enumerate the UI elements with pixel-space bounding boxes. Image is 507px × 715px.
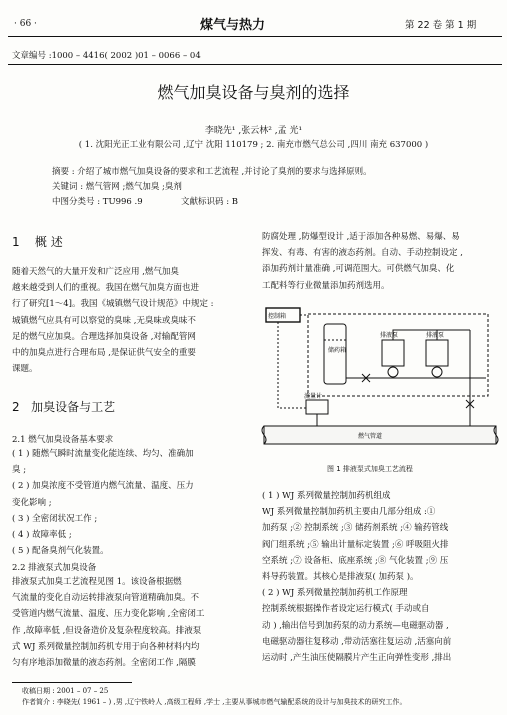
pump-2 xyxy=(426,340,448,366)
text-line: ( 1 ) 随燃气瞬时流量变化能连续、均匀、准确加 xyxy=(12,449,194,459)
right-column-top-paragraph xyxy=(262,229,500,294)
text-line: 越来越受到人们的重视。我国在燃气加臭方面也进 xyxy=(12,283,200,294)
label-pump-1: 排液泵 xyxy=(380,332,399,339)
text-line: 挥发、有毒、有害的液态药剂。自动、手动控制设定 , xyxy=(262,248,463,259)
section-2-2-paragraph xyxy=(12,574,246,671)
section-2-1-list xyxy=(12,446,246,559)
flowmeter-box xyxy=(306,400,328,414)
text-line: 电磁驱动器往复移动 ,带动活塞往复运动 ,活塞向前 xyxy=(262,636,452,647)
text-line: 加药泵 ;② 控制系统 ;③ 储药剂系统 ;④ 输药管线 xyxy=(262,523,449,534)
control-to-flowmeter-line xyxy=(278,322,306,408)
author-bio: 作者简介 : 李晓先( 1961 – ) ,男 ,辽宁铁岭人 ,高级工程师 ,学士 ,主要从事城市燃气输配系统的设计与加臭技术的研究工作。 xyxy=(22,698,407,706)
article-number-rule xyxy=(8,64,502,65)
authors: 李晓先¹ ,张云林² ,孟 光¹ xyxy=(204,126,303,136)
footnote-rule xyxy=(12,682,132,683)
section-2-title: 加臭设备与工艺 xyxy=(31,400,116,414)
article-number: 文章编号 :1000 – 4416( 2002 )01 – 0066 – 04 xyxy=(12,51,201,61)
received-date: 收稿日期 : 2001 – 07 – 25 xyxy=(22,687,109,695)
abstract: 摘要 : 介绍了城市燃气加臭设备的要求和工艺流程 ,并讨论了臭剂的要求与选择原则。 xyxy=(52,167,372,177)
section-2-2-heading: 2.2 排液泵式加臭设备 xyxy=(12,563,97,573)
page-number: · 66 · xyxy=(14,19,37,29)
text-line: 运动时 ,产生油压使隔膜片产生正向弹性变形 ,排出 xyxy=(262,653,452,664)
text-line: 空系统 ;⑦ 设备柜、底座系统 ;⑧ 气化装置 ;⑨ 压 xyxy=(262,555,449,566)
text-line: 随着天然气的大量开发和广泛应用 ,燃气加臭 xyxy=(12,267,179,277)
text-line: 阀门组系统 ;⑤ 输出计量标定装置 ;⑥ 呼吸阻火排 xyxy=(262,539,449,550)
text-line: 行了研究[1～4]。我国《城镇燃气设计规范》中规定 : xyxy=(12,299,214,310)
figure-1-diagram xyxy=(258,300,502,460)
text-line: 城镇燃气应具有可以察觉的臭味 ,无臭味或臭味不 xyxy=(12,315,196,326)
text-line: ( 2 ) WJ 系列微量控制加药机工作原理 xyxy=(262,588,408,599)
text-line: 作 ,故障率低 ,但设备造价及复杂程度较高。排液泵 xyxy=(12,625,202,636)
section-2-1-heading: 2.1 燃气加臭设备基本要求 xyxy=(12,435,114,445)
volume-issue: 第 22 卷 第 1 期 xyxy=(405,20,477,31)
clc-number: 中图分类号 : TU996 .9 xyxy=(52,197,143,207)
section-1-number: 1 xyxy=(12,235,20,249)
keywords: 关键词 : 燃气管网 ;燃气加臭 ;臭剂 xyxy=(52,182,182,192)
text-line: 工配料等行业微量添加药剂选用。 xyxy=(262,280,390,291)
text-line: 中的加臭点进行合理布局 ,是保证供气安全的重要 xyxy=(12,348,196,359)
text-line: 添加药剂计量准确 ,可调范围大。可供燃气加臭、化 xyxy=(262,264,455,275)
text-line: 足的燃气应加臭。合理选择加臭设备 ,对输配管网 xyxy=(12,331,196,342)
section-1-title: 概 述 xyxy=(34,235,63,249)
text-line: 气流量的变化自动运转排液泵向管道精确加臭。不 xyxy=(12,593,200,604)
affiliations: ( 1. 沈阳光正工业有限公司 ,辽宁 沈阳 110179 ; 2. 南充市燃气总公司 ,四川 南充 637000 ) xyxy=(78,140,429,150)
label-storage-tank: 储药箱 xyxy=(328,347,347,354)
label-control-box: 控制箱 xyxy=(268,313,287,320)
text-line: 式 WJ 系列微量控制加药机专用于向各种材料内均 xyxy=(12,641,200,652)
label-gas-pipeline: 燃气管道 xyxy=(358,433,383,440)
label-pump-2: 排液泵 xyxy=(426,332,445,339)
pump-1-head xyxy=(388,367,398,377)
section-2-heading xyxy=(12,398,115,415)
text-line: 动 ) ,输出信号到加药泵的动力系统—电磁驱动器 , xyxy=(262,620,449,631)
right-column-bottom-paragraph xyxy=(262,488,500,666)
header-rule xyxy=(8,36,502,37)
text-line: WJ 系列微量控制加药机主要由几部分组成 :① xyxy=(262,507,436,518)
text-line: 料导药装置。其核心是排液泵( 加药泵 )。 xyxy=(262,572,419,583)
figure-1-caption: 图 1 排液泵式加臭工艺流程 xyxy=(327,465,413,473)
pump-2-head xyxy=(432,367,442,377)
text-line: ( 2 ) 加臭浓度不受管道内燃气流量、温度、压力 xyxy=(12,481,194,492)
pump-1 xyxy=(382,340,404,366)
section-1-paragraph xyxy=(12,264,246,377)
text-line: 防腐处理 ,防爆型设计 ,适于添加各种易燃、易爆、易 xyxy=(262,232,460,242)
text-line: ( 3 ) 全密闭状况工作 ; xyxy=(12,513,98,524)
label-flowmeter: 流量计 xyxy=(304,393,323,400)
text-line: 臭 ; xyxy=(12,465,27,476)
text-line: 控制系统根据操作者设定运行模式( 手动或自 xyxy=(262,604,430,615)
text-line: ( 4 ) 故障率低 ; xyxy=(12,530,72,541)
paper-title: 燃气加臭设备与臭剂的选择 xyxy=(157,83,350,102)
section-1-heading xyxy=(12,233,63,250)
journal-name: 煤气与热力 xyxy=(200,18,266,33)
text-line: ( 1 ) WJ 系列微量控制加药机组成 xyxy=(262,491,391,501)
text-line: 变化影响 ; xyxy=(12,497,52,508)
text-line: ( 5 ) 配备臭剂气化装置。 xyxy=(12,546,109,557)
text-line: 受管道内燃气流量、温度、压力变化影响 ,全密闭工 xyxy=(12,609,205,620)
section-2-number: 2 xyxy=(12,400,20,414)
text-line: 课题。 xyxy=(12,364,38,375)
document-code: 文献标识码 : B xyxy=(181,197,239,207)
text-line: 匀有序地添加微量的液态药剂。全密闭工作 ,隔膜 xyxy=(12,658,196,669)
text-line: 排液泵式加臭工艺流程见图 1。该设备根据燃 xyxy=(12,577,182,587)
storage-tank xyxy=(324,324,346,384)
